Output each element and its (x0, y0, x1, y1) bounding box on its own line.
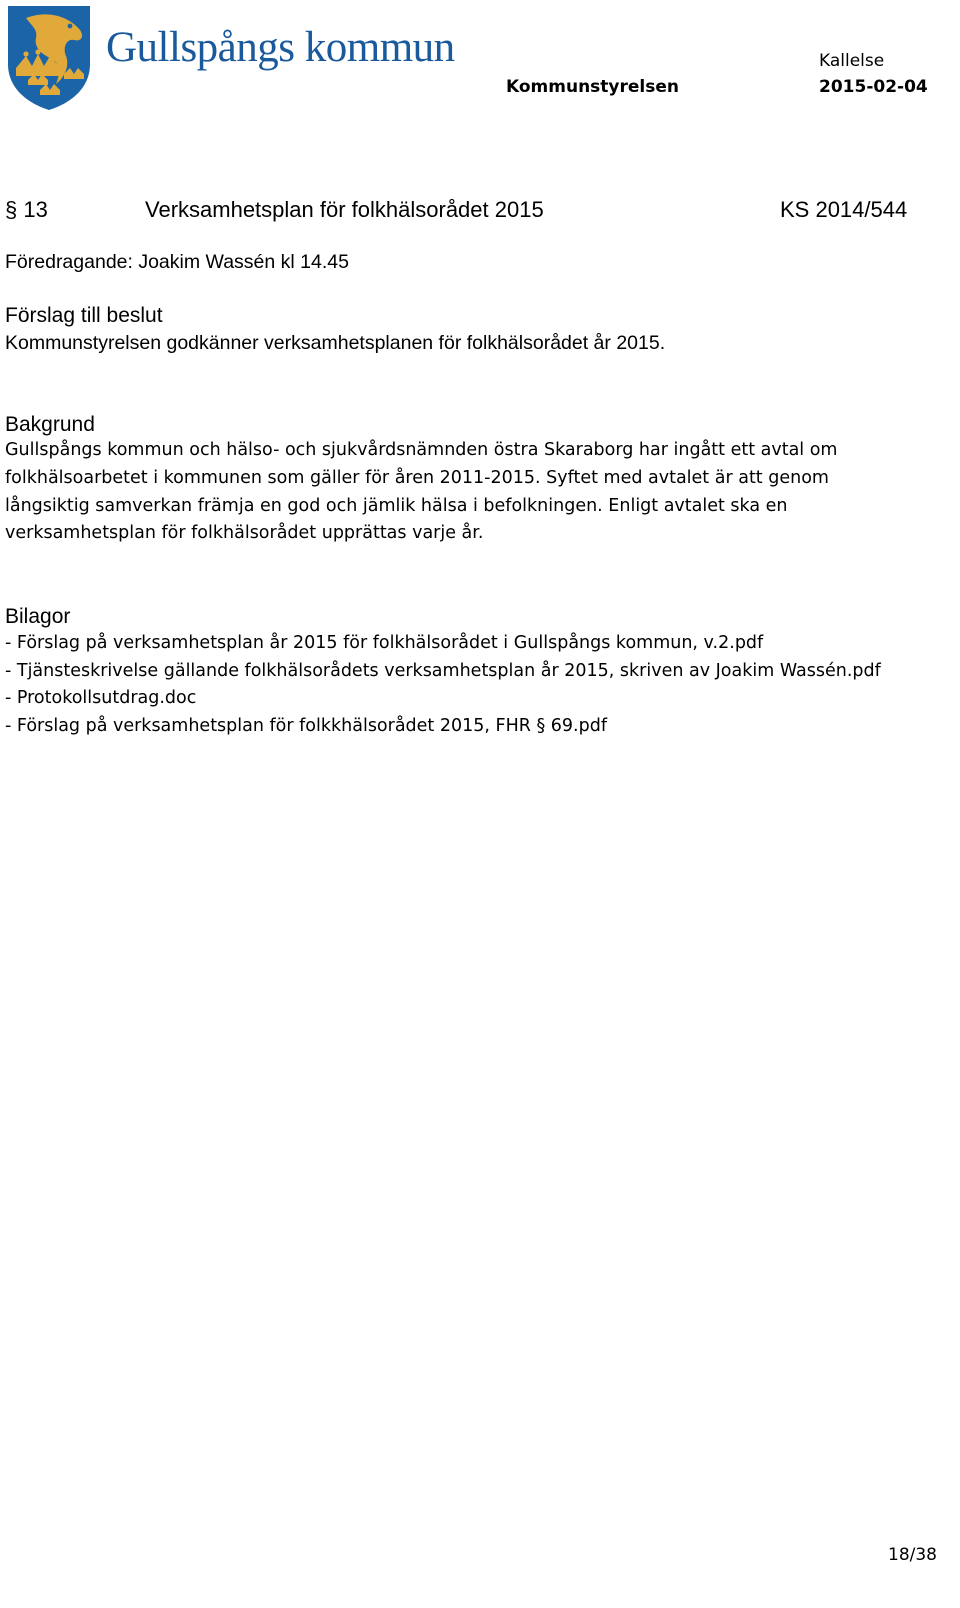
page-indicator: 18/38 (888, 1545, 937, 1565)
header-date: 2015-02-04 (819, 77, 928, 97)
municipality-logo-text: Gullspångs kommun (106, 24, 455, 71)
attachment-item[interactable]: - Protokollsutdrag.doc (5, 688, 197, 708)
coat-of-arms-logo (4, 4, 94, 112)
background-line: långsiktig samverkan främja en god och jämlik hälsa i befolkningen. Enligt avtalet ska en (5, 495, 788, 516)
background-line: folkhälsoarbetet i kommunen som gäller för åren 2011-2015. Syftet med avtalet är att genom (5, 467, 829, 488)
attachments-heading: Bilagor (5, 605, 71, 628)
attachment-item[interactable]: - Förslag på verksamhetsplan år 2015 för folkhälsorådet i Gullspångs kommun, v.2.pdf (5, 633, 764, 653)
background-line: verksamhetsplan för folkhälsorådet upprättas varje år. (5, 523, 484, 544)
header-organ: Kommunstyrelsen (506, 77, 680, 97)
presenter-line: Föredragande: Joakim Wassén kl 14.45 (5, 251, 349, 273)
proposal-heading: Förslag till beslut (5, 304, 163, 327)
section-title: Verksamhetsplan för folkhälsorådet 2015 (145, 197, 544, 222)
proposal-text: Kommunstyrelsen godkänner verksamhetsplanen för folkhälsorådet år 2015. (5, 332, 666, 354)
attachment-item[interactable]: - Förslag på verksamhetsplan för folkkhälsorådet 2015, FHR § 69.pdf (5, 715, 607, 736)
background-paragraph (5, 437, 905, 548)
background-line: Gullspångs kommun och hälso- och sjukvårdsnämnden östra Skaraborg har ingått ett avtal om (5, 440, 838, 460)
section-reference: KS 2014/544 (780, 197, 908, 222)
background-heading: Bakgrund (5, 413, 95, 436)
header-doc-type: Kallelse (819, 51, 885, 71)
attachment-item[interactable]: - Tjänsteskrivelse gällande folkhälsorådets verksamhetsplan år 2015, skriven av Joakim Wassén.pdf (5, 660, 881, 681)
section-number: § 13 (5, 197, 48, 222)
section-heading (0, 197, 960, 227)
attachments-list (5, 630, 955, 740)
